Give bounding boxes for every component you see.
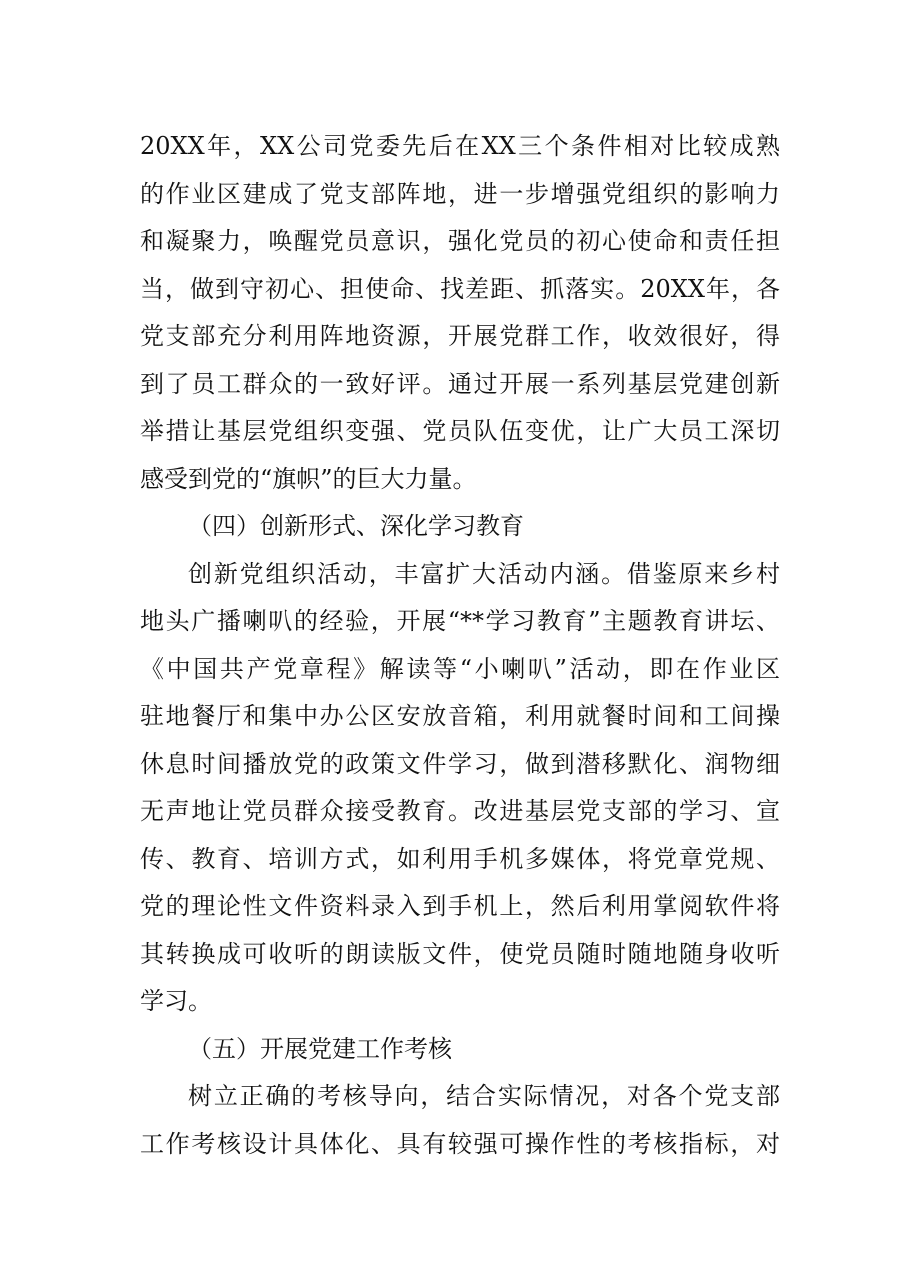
- text-line: 党的理论性文件资料录入到手机上，然后利用掌阅软件将: [140, 892, 780, 920]
- text-line: 地头广播喇叭的经验，开展“**学习教育”主题教育讲坛、: [140, 607, 780, 635]
- text-line: 20XX年，XX公司党委先后在XX三个条件相对比较成熟: [140, 132, 780, 160]
- text-line: 《中国共产党章程》解读等“小喇叭”活动，即在作业区: [140, 654, 780, 683]
- document-body: [140, 123, 780, 1168]
- text-line: 到了员工群众的一致好评。通过开展一系列基层党建创新: [140, 369, 780, 398]
- text-line: 当，做到守初心、担使命、找差距、抓落实。20XX年，各: [140, 274, 780, 303]
- paragraph-learning-education: [140, 551, 780, 1026]
- text-line: 其转换成可收听的朗读版文件，使党员随时随地随身收听: [140, 939, 780, 968]
- paragraph-assessment: [140, 1073, 780, 1168]
- text-line: 的作业区建成了党支部阵地，进一步增强党组织的影响力: [140, 179, 780, 208]
- text-line: 无声地让党员群众接受教育。改进基层党支部的学习、宣: [140, 797, 780, 825]
- text-line: 传、教育、培训方式，如利用手机多媒体，将党章党规、: [140, 844, 780, 873]
- text-line: 休息时间播放党的政策文件学习，做到潜移默化、润物细: [140, 749, 780, 778]
- paragraph-party-branch-positions: [140, 123, 780, 503]
- text-line: 创新党组织活动，丰富扩大活动内涵。借鉴原来乡村: [188, 559, 780, 588]
- text-line: 工作考核设计具体化、具有较强可操作性的考核指标，对: [140, 1129, 780, 1158]
- section-heading-5: （五）开展党建工作考核: [188, 1034, 452, 1063]
- section-heading-4: （四）创新形式、深化学习教育: [188, 512, 524, 540]
- text-line: 学习。: [140, 987, 212, 1015]
- text-line: 举措让基层党组织变强、党员队伍变优，让广大员工深切: [140, 417, 780, 445]
- text-line: 和凝聚力，唤醒党员意识，强化党员的初心使命和责任担: [140, 227, 780, 255]
- text-line: 驻地餐厅和集中办公区安放音箱，利用就餐时间和工间操: [140, 702, 780, 730]
- text-line: 感受到党的“旗帜”的巨大力量。: [140, 464, 477, 493]
- text-line: 党支部充分利用阵地资源，开展党群工作，收效很好，得: [140, 322, 780, 350]
- text-line: 树立正确的考核导向，结合实际情况，对各个党支部: [188, 1082, 780, 1110]
